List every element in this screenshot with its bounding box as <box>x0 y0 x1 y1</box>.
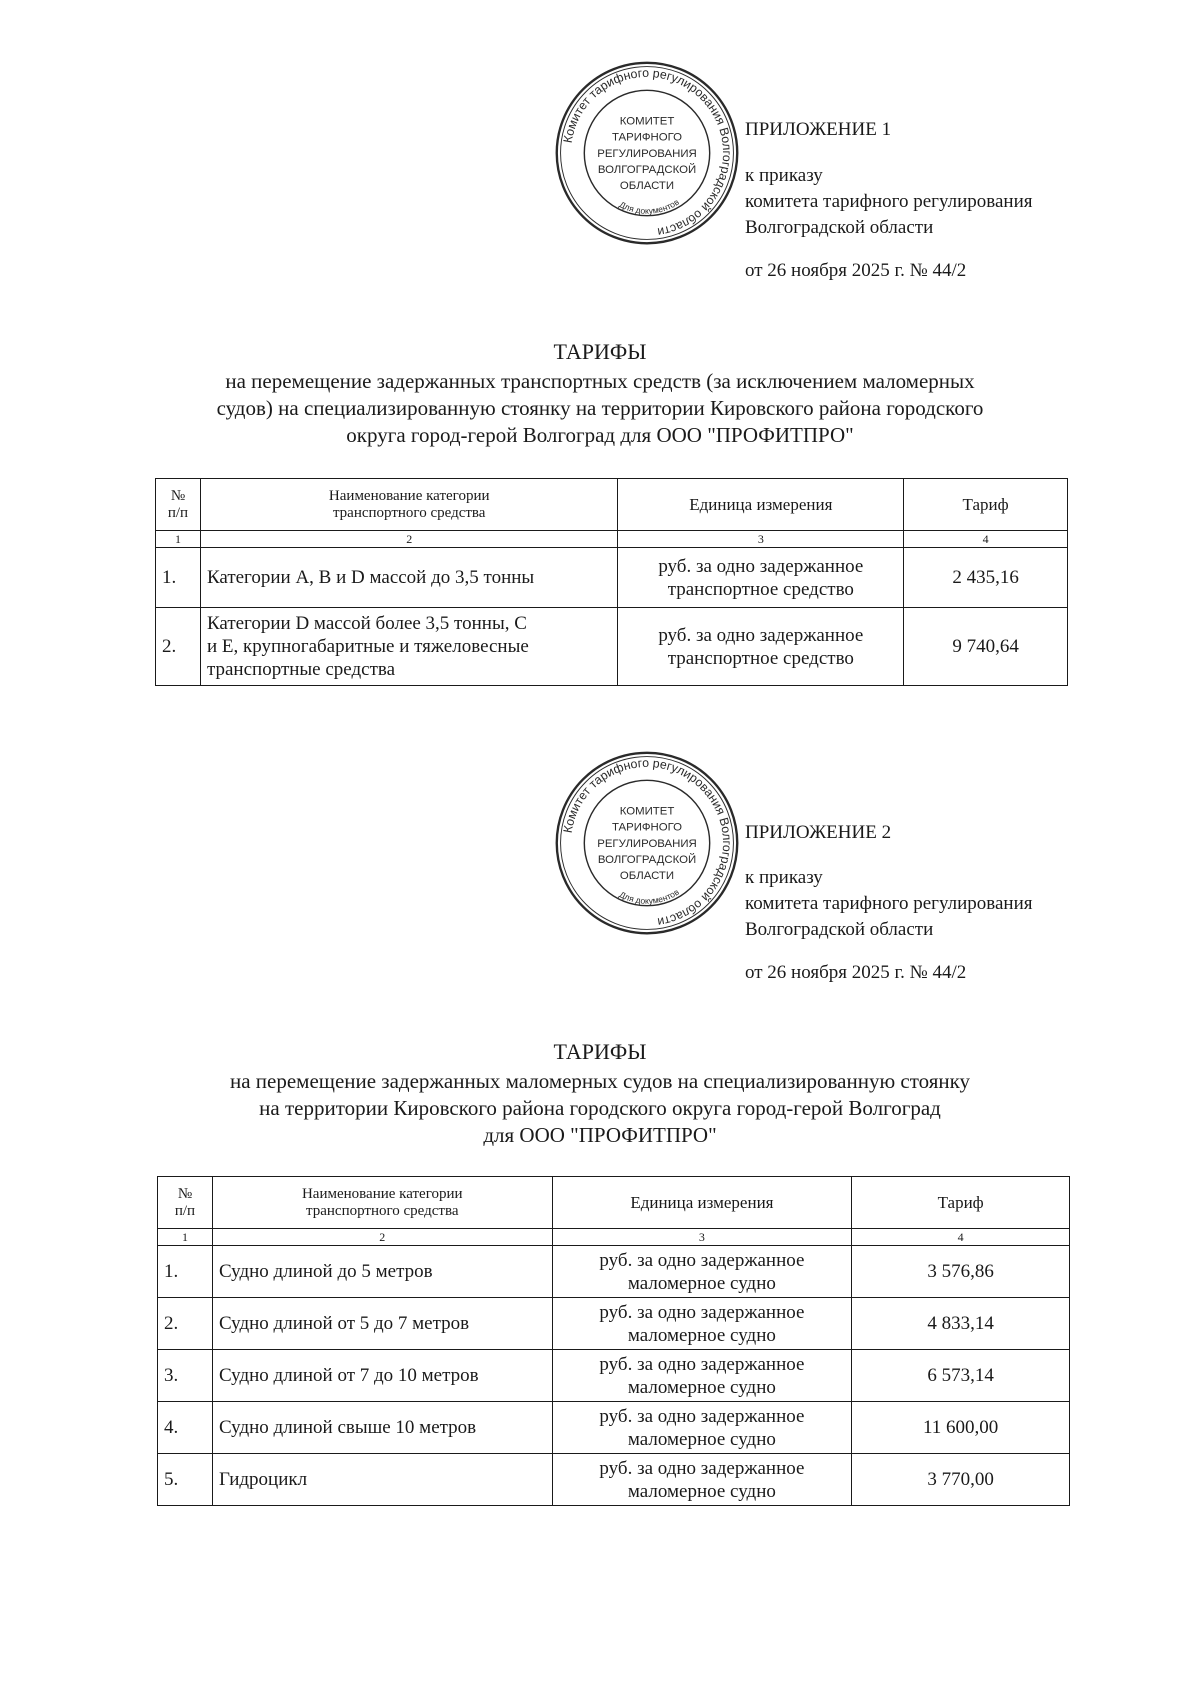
row-num: 1. <box>156 548 201 608</box>
appendix2-order-line1: к приказу <box>745 867 823 888</box>
seal-sub-text: Для документов <box>617 886 681 906</box>
table-row <box>156 608 1068 686</box>
seal-line-1: КОМИТЕТ <box>619 805 675 818</box>
appendix1-order-ref <box>745 163 1033 241</box>
colnum-1: 1 <box>156 531 201 548</box>
appendix1-subtitle-1: на перемещение задержанных транспортных средств (за исключением маломерных <box>225 369 975 393</box>
colnum-4: 4 <box>852 1229 1070 1246</box>
appendix2-label: ПРИЛОЖЕНИЕ 2 <box>745 822 892 843</box>
appendix2-tariff-table <box>157 1176 1070 1506</box>
row-num: 2. <box>156 608 201 686</box>
table-row <box>158 1246 1070 1298</box>
appendix2-title-block <box>0 1038 1200 1149</box>
colnum-3: 3 <box>552 1229 852 1246</box>
appendix2-order-ref <box>745 865 1033 943</box>
header-tariff: Тариф <box>904 479 1068 531</box>
header-unit: Единица измерения <box>618 479 904 531</box>
colnum-3: 3 <box>618 531 904 548</box>
header-num: № п/п <box>156 479 201 531</box>
seal-line-3: РЕГУЛИРОВАНИЯ <box>597 837 697 850</box>
table-row <box>156 548 1068 608</box>
appendix1-label: ПРИЛОЖЕНИЕ 1 <box>745 119 892 140</box>
colnum-4: 4 <box>904 531 1068 548</box>
row-num: 2. <box>158 1298 213 1350</box>
seal-line-1: КОМИТЕТ <box>619 115 675 128</box>
header-tariff: Тариф <box>852 1177 1070 1229</box>
colnum-2: 2 <box>212 1229 552 1246</box>
seal-line-2: ТАРИФНОГО <box>611 821 683 834</box>
official-seal-2 <box>552 748 742 938</box>
row-tariff: 9 740,64 <box>904 608 1068 686</box>
row-category: Судно длиной до 5 метров <box>212 1246 552 1298</box>
colnum-1: 1 <box>158 1229 213 1246</box>
row-tariff: 3 770,00 <box>852 1454 1070 1506</box>
row-num: 3. <box>158 1350 213 1402</box>
appendix1-order-line2: комитета тарифного регулирования <box>745 191 1033 212</box>
row-unit: руб. за одно задержанное маломерное судно <box>552 1350 852 1402</box>
table-row <box>158 1402 1070 1454</box>
seal-line-5: ОБЛАСТИ <box>619 180 675 193</box>
seal-line-5: ОБЛАСТИ <box>619 870 675 883</box>
row-category: Судно длиной от 5 до 7 метров <box>212 1298 552 1350</box>
row-num: 4. <box>158 1402 213 1454</box>
seal-graphic <box>552 748 742 938</box>
appendix1-subtitle-3: округа город-герой Волгоград для ООО "ПРОФИТПРО" <box>346 423 854 447</box>
table-row <box>158 1350 1070 1402</box>
seal-line-3: РЕГУЛИРОВАНИЯ <box>597 147 697 160</box>
appendix1-tariff-table <box>155 478 1068 686</box>
seal-graphic <box>552 58 742 248</box>
table-row <box>158 1298 1070 1350</box>
seal-line-4: ВОЛГОГРАДСКОЙ <box>597 163 697 176</box>
appendix1-order-line3: Волгоградской области <box>745 217 934 238</box>
row-tariff: 3 576,86 <box>852 1246 1070 1298</box>
appendix2-order-line3: Волгоградской области <box>745 919 934 940</box>
header-unit: Единица измерения <box>552 1177 852 1229</box>
row-category: Судно длиной свыше 10 метров <box>212 1402 552 1454</box>
row-tariff: 11 600,00 <box>852 1402 1070 1454</box>
seal-sub-text: Для документов <box>617 196 681 216</box>
appendix2-subtitle-2: на территории Кировского района городского округа город-герой Волгоград <box>259 1096 941 1120</box>
appendix1-title-block <box>0 338 1200 449</box>
appendix2-subtitle-1: на перемещение задержанных маломерных судов на специализированную стоянку <box>229 1069 971 1093</box>
appendix2-title: ТАРИФЫ <box>553 1039 647 1064</box>
appendix1-title: ТАРИФЫ <box>553 339 647 364</box>
row-category: Категории A, B и D массой до 3,5 тонны <box>200 548 618 608</box>
row-tariff: 2 435,16 <box>904 548 1068 608</box>
appendix2-subtitle-3: для ООО "ПРОФИТПРО" <box>483 1123 717 1147</box>
row-category: Судно длиной от 7 до 10 метров <box>212 1350 552 1402</box>
seal-line-2: ТАРИФНОГО <box>611 131 683 144</box>
appendix2-date: от 26 ноября 2025 г. № 44/2 <box>745 962 967 983</box>
seal-ring-text: Комитет тарифного регулирования Волгоградской области <box>560 65 735 240</box>
row-category: Категории D массой более 3,5 тонны, C и E, крупногабаритные и тяжеловесные транспортные средства <box>200 608 618 686</box>
row-category: Гидроцикл <box>212 1454 552 1506</box>
appendix1-subtitle-2: судов) на специализированную стоянку на территории Кировского района городского <box>216 396 984 420</box>
header-category: Наименование категории транспортного средства <box>200 479 618 531</box>
row-unit: руб. за одно задержанное маломерное судно <box>552 1402 852 1454</box>
seal-ring-text: Комитет тарифного регулирования Волгоградской области <box>560 755 735 930</box>
colnum-2: 2 <box>200 531 618 548</box>
appendix2-header <box>745 820 891 846</box>
appendix2-order-line2: комитета тарифного регулирования <box>745 893 1033 914</box>
row-tariff: 4 833,14 <box>852 1298 1070 1350</box>
row-unit: руб. за одно задержанное транспортное средство <box>618 548 904 608</box>
official-seal-1 <box>552 58 742 248</box>
row-num: 5. <box>158 1454 213 1506</box>
appendix1-date: от 26 ноября 2025 г. № 44/2 <box>745 260 967 281</box>
seal-line-4: ВОЛГОГРАДСКОЙ <box>597 853 697 866</box>
row-num: 1. <box>158 1246 213 1298</box>
row-unit: руб. за одно задержанное транспортное средство <box>618 608 904 686</box>
row-unit: руб. за одно задержанное маломерное судно <box>552 1298 852 1350</box>
row-unit: руб. за одно задержанное маломерное судно <box>552 1246 852 1298</box>
header-num: № п/п <box>158 1177 213 1229</box>
appendix1-order-line1: к приказу <box>745 165 823 186</box>
appendix1-header <box>745 117 891 143</box>
table-row <box>158 1454 1070 1506</box>
row-tariff: 6 573,14 <box>852 1350 1070 1402</box>
header-category: Наименование категории транспортного средства <box>212 1177 552 1229</box>
row-unit: руб. за одно задержанное маломерное судно <box>552 1454 852 1506</box>
